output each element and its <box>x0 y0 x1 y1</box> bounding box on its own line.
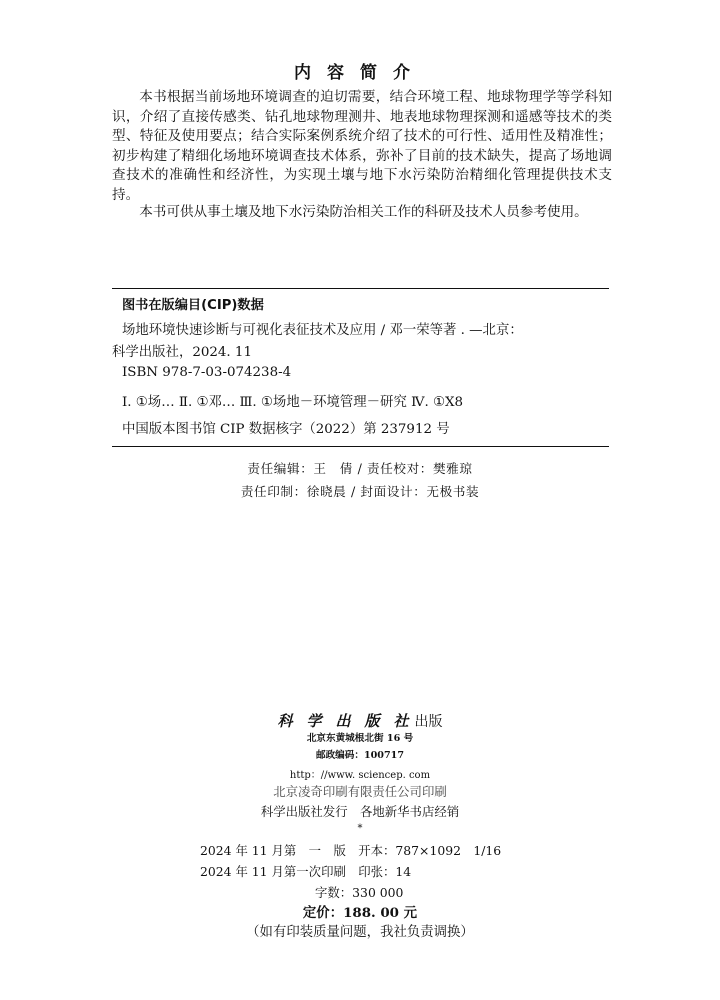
editor-credits: 责任编辑：王 倩 / 责任校对：樊雅琼 <box>247 461 473 476</box>
intro-paragraph-1: 本书根据当前场地环境调查的迫切需要，结合环境工程、地球物理学等学科知识，介绍了直接传感类、钻孔地球物理测井、地表地球物理探测和遥感等技术的类型、特征及使用要点；结合实际案例系统介绍了技术的可行性、适用性及精准性；初步构建了精细化场地环境调查技术体系，弥补了目前的技术缺失，提高了场地调查技术的准确性和经济性，为实现土壤与地下水污染防治精细化管理提供技术支持。 <box>112 89 612 203</box>
publisher-name: 科学出版社 <box>277 712 423 730</box>
production-credits: 责任印制：徐晓晨 / 封面设计：无极书装 <box>240 484 480 499</box>
separator-star: * <box>357 823 363 834</box>
cip-record-number: 中国版本图书馆 CIP 数据核字（2022）第 237912 号 <box>122 422 450 437</box>
print-line: 2024 年 11 月第一次印刷 印张：14 <box>200 864 412 879</box>
cip-title-line: 场地环境快速诊断与可视化表征技术及应用 / 邓一荣等著 . —北京： <box>122 323 523 338</box>
publisher-suffix: 出版 <box>414 714 443 730</box>
distribution-line: 科学出版社发行 各地新华书店经销 <box>260 804 460 819</box>
publisher-postcode: 邮政编码：100717 <box>315 750 405 761</box>
price-line: 定价：188. 00 元 <box>302 905 418 921</box>
cip-isbn: ISBN 978-7-03-074238-4 <box>122 365 292 380</box>
intro-paragraph-2: 本书可供从事土壤及地下水污染防治相关工作的科研及技术人员参考使用。 <box>139 204 588 220</box>
quality-note: （如有印装质量问题，我社负责调换） <box>246 925 474 940</box>
publisher-address: 北京东黄城根北街 16 号 <box>306 733 414 744</box>
cip-classification: Ⅰ. ①场… Ⅱ. ①邓… Ⅲ. ①场地－环境管理－研究 Ⅳ. ①X8 <box>122 395 464 410</box>
intro-title: 内容简介 <box>294 63 426 83</box>
edition-line: 2024 年 11 月第 一 版 开本：787×1092 1/16 <box>200 843 502 858</box>
word-count-line: 字数：330 000 <box>315 885 404 900</box>
publisher-url: http：//www. sciencep. com <box>289 770 431 781</box>
publisher-line <box>0 710 720 731</box>
printer-line: 北京凌奇印刷有限责任公司印刷 <box>273 784 447 799</box>
cip-heading: 图书在版编目(CIP)数据 <box>122 298 264 313</box>
cip-top-rule <box>112 288 609 289</box>
cip-bottom-rule <box>112 446 609 447</box>
cip-publisher-line: 科学出版社，2024. 11 <box>112 345 252 360</box>
